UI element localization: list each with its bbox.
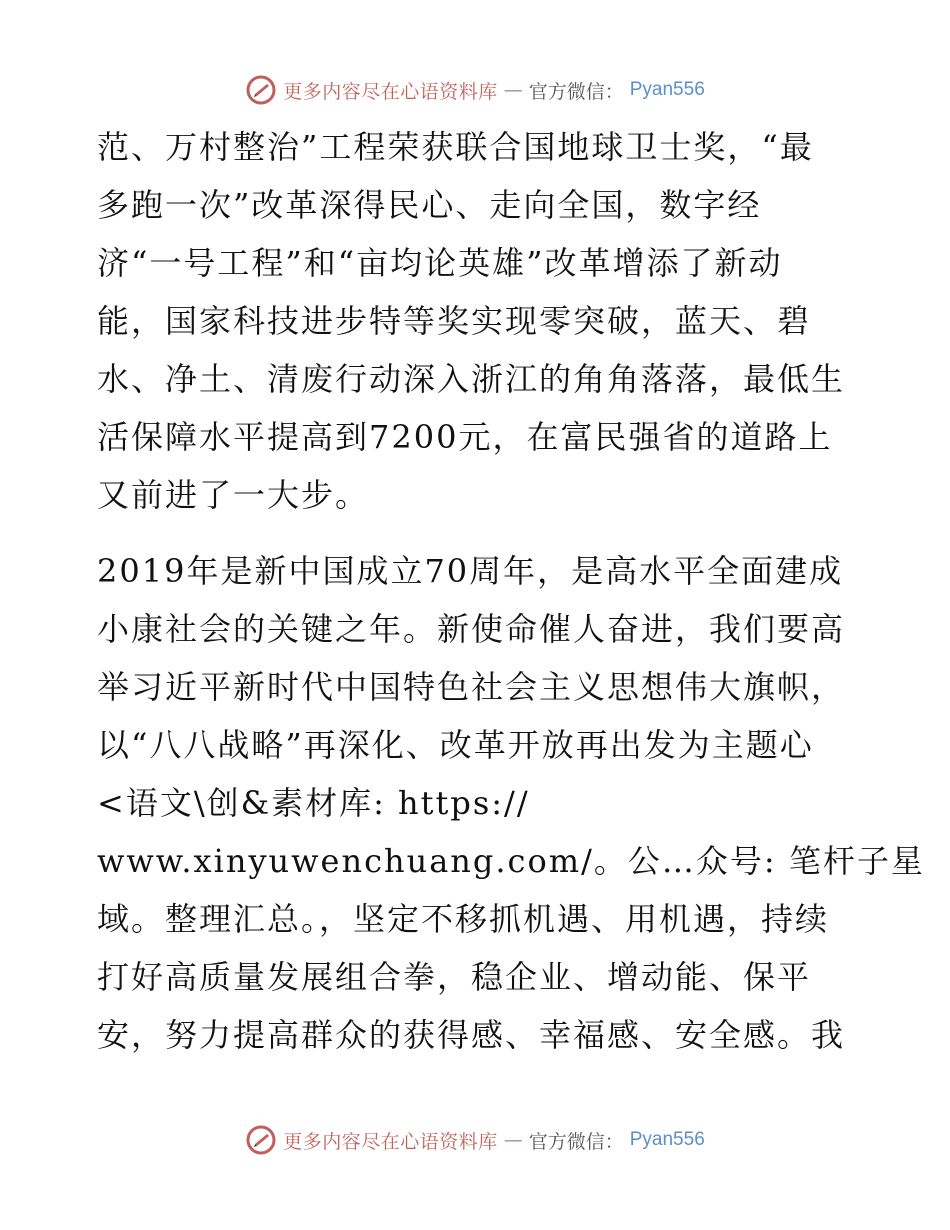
text-line: 域。整理汇总。，坚定不移抓机遇、用机遇，持续: [97, 900, 830, 938]
banner-wechat-id: Pyan556: [629, 79, 705, 100]
banner-dash: —: [503, 79, 523, 101]
banner-main-text: 更多内容尽在心语资料库: [283, 1130, 498, 1153]
banner-label: 官方微信：: [528, 80, 624, 103]
text-line: 举习近平新时代中国特色社会主义思想伟大旗帜，: [97, 668, 846, 706]
brand-logo-icon: [245, 74, 277, 106]
paragraph-2: [97, 542, 925, 1064]
text-line: 活保障水平提高到7200元，在富民强省的道路上: [97, 418, 833, 456]
text-line: 又前进了一大步。: [97, 476, 370, 514]
footer-watermark: [0, 1120, 950, 1160]
paragraph-1: [97, 118, 857, 524]
header-watermark: [0, 70, 950, 110]
text-line: 打好高质量发展组合拳，稳企业、增动能、保平: [97, 958, 812, 996]
text-line: 小康社会的关键之年。新使命催人奋进，我们要高: [97, 610, 846, 648]
text-line: 能，国家科技进步特等奖实现零突破，蓝天、碧: [97, 302, 812, 340]
banner-dash: —: [503, 1129, 523, 1151]
banner-main-text: 更多内容尽在心语资料库: [283, 80, 498, 103]
text-line: 以“八八战略”再深化、改革开放再出发为主题心: [97, 726, 814, 764]
text-line: 安，努力提高群众的获得感、幸福感、安全感。我: [97, 1016, 846, 1054]
text-line: 济“一号工程”和“亩均论英雄”改革增添了新动: [97, 244, 783, 282]
text-line: 2019年是新中国成立70周年，是高水平全面建成: [97, 552, 844, 590]
document-body: [97, 118, 925, 1064]
text-line: 多跑一次”改革深得民心、走向全国，数字经: [97, 186, 762, 224]
text-line: <语文\创&素材库: https://: [97, 784, 530, 822]
text-line: 水、净土、清废行动深入浙江的角角落落，最低生: [97, 360, 846, 398]
text-line: www.xinyuwenchuang.com/。公…众号: 笔杆子星: [97, 842, 925, 880]
banner-label: 官方微信：: [528, 1130, 624, 1153]
banner-wechat-id: Pyan556: [629, 1129, 705, 1150]
paragraph-gap: [97, 524, 857, 542]
brand-logo-icon: [245, 1124, 277, 1156]
text-line: 范、万村整治”工程荣获联合国地球卫士奖，“最: [97, 128, 814, 166]
